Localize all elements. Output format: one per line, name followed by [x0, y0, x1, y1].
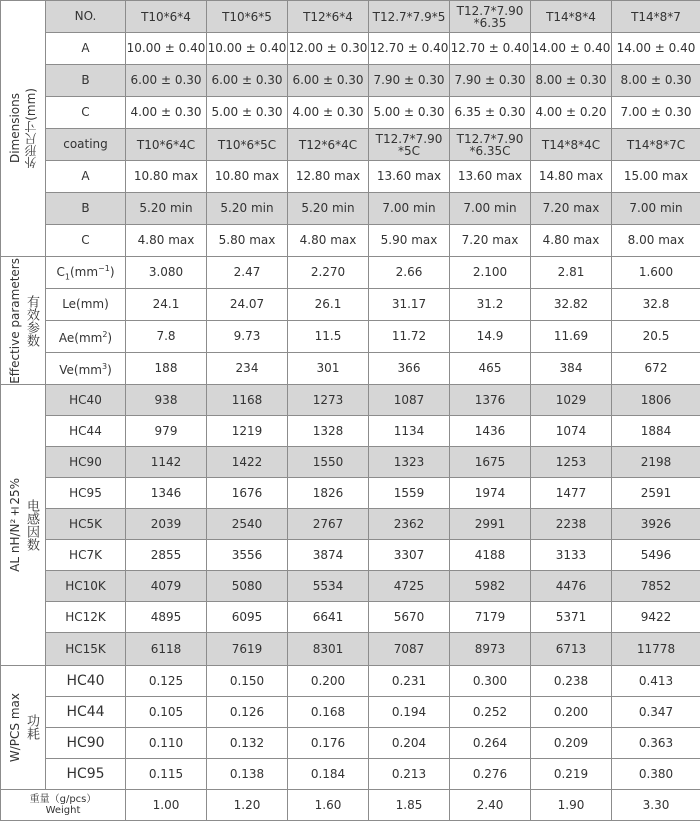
table-cell: 7.00 min [450, 193, 531, 225]
table-cell: 4725 [369, 571, 450, 602]
section-effective-cn: 有效参数 [24, 295, 38, 347]
al-row [1, 385, 700, 416]
al-row [1, 602, 700, 633]
table-cell: 5.00 ± 0.30 [369, 97, 450, 129]
table-cell: 1168 [207, 385, 288, 416]
al-row [1, 416, 700, 447]
section-loss-en: W/PCS max [8, 693, 22, 762]
al-row [1, 540, 700, 571]
table-cell: T12.7*7.90 *5C [369, 129, 450, 161]
header-no-label: NO. [46, 1, 126, 33]
table-cell: 1328 [288, 416, 369, 447]
table-cell: 0.413 [612, 666, 700, 697]
table-cell: 4.80 max [288, 225, 369, 257]
al-row [1, 478, 700, 509]
table-cell: 8.00 max [612, 225, 700, 257]
table-cell: 0.213 [369, 759, 450, 790]
row-label [46, 321, 126, 353]
table-cell: 8.00 ± 0.30 [531, 65, 612, 97]
effective-row [1, 257, 700, 289]
column-header: T12.7*7.9*5 [369, 1, 450, 33]
dimension-row [1, 225, 700, 257]
dimension-row [1, 33, 700, 65]
table-cell: 465 [450, 353, 531, 385]
row-label-part: ) [110, 265, 115, 279]
table-cell: 9.73 [207, 321, 288, 353]
table-cell: 14.9 [450, 321, 531, 353]
table-cell: 4188 [450, 540, 531, 571]
table-cell: 6.00 ± 0.30 [126, 65, 207, 97]
row-label-part: (mm [70, 265, 98, 279]
loss-row [1, 759, 700, 790]
table-cell: 234 [207, 353, 288, 385]
table-cell: 5.90 max [369, 225, 450, 257]
table-cell: 0.125 [126, 666, 207, 697]
table-cell: 2.81 [531, 257, 612, 289]
row-label: HC90 [46, 447, 126, 478]
table-cell: 2238 [531, 509, 612, 540]
loss-row [1, 666, 700, 697]
table-cell: 6118 [126, 633, 207, 666]
table-cell: 0.276 [450, 759, 531, 790]
table-cell: 3307 [369, 540, 450, 571]
row-label: A [46, 33, 126, 65]
column-header: T10*6*5 [207, 1, 288, 33]
dimension-row [1, 193, 700, 225]
table-cell: 0.252 [450, 697, 531, 728]
table-cell: 0.347 [612, 697, 700, 728]
table-cell: 1477 [531, 478, 612, 509]
table-cell: 1.60 [288, 790, 369, 821]
table-cell: 0.363 [612, 728, 700, 759]
table-cell: 4895 [126, 602, 207, 633]
table-cell: 2855 [126, 540, 207, 571]
table-cell: 24.1 [126, 289, 207, 321]
row-label: HC90 [46, 728, 126, 759]
table-cell: T12.7*7.90 *6.35C [450, 129, 531, 161]
al-row [1, 509, 700, 540]
table-cell: 672 [612, 353, 700, 385]
row-label: coating [46, 129, 126, 161]
row-label: HC5K [46, 509, 126, 540]
section-dimensions-cn: 外形尺寸(mm) [24, 88, 38, 169]
header-row [1, 1, 700, 33]
row-label-part: 2 [102, 330, 107, 339]
section-loss [1, 666, 46, 790]
column-header: T10*6*4 [126, 1, 207, 33]
table-cell: 1826 [288, 478, 369, 509]
table-cell: 188 [126, 353, 207, 385]
table-cell: 2591 [612, 478, 700, 509]
table-cell: 5670 [369, 602, 450, 633]
table-cell: 4.80 max [126, 225, 207, 257]
table-cell: 9422 [612, 602, 700, 633]
table-cell: 4.80 max [531, 225, 612, 257]
table-cell: 0.300 [450, 666, 531, 697]
dimension-row [1, 129, 700, 161]
table-cell: 1436 [450, 416, 531, 447]
row-label-part: −1 [98, 264, 110, 273]
row-label: HC95 [46, 759, 126, 790]
row-label: C [46, 225, 126, 257]
table-cell: 1.00 [126, 790, 207, 821]
table-cell: 15.00 max [612, 161, 700, 193]
table-cell: 7.20 max [450, 225, 531, 257]
column-header: T12.7*7.90 *6.35 [450, 1, 531, 33]
table-cell: T10*6*5C [207, 129, 288, 161]
table-cell: T12*6*4C [288, 129, 369, 161]
table-cell: 7.20 max [531, 193, 612, 225]
section-inductance [1, 385, 46, 666]
row-label: Le(mm) [46, 289, 126, 321]
table-cell: 5496 [612, 540, 700, 571]
table-cell: 2.47 [207, 257, 288, 289]
row-label [46, 257, 126, 289]
row-label: B [46, 193, 126, 225]
dimension-row [1, 65, 700, 97]
column-header: T14*8*7 [612, 1, 700, 33]
table-cell: 0.168 [288, 697, 369, 728]
al-row [1, 633, 700, 666]
table-cell: 3.080 [126, 257, 207, 289]
table-cell: 4079 [126, 571, 207, 602]
table-cell: 1675 [450, 447, 531, 478]
table-cell: 2540 [207, 509, 288, 540]
row-label: HC12K [46, 602, 126, 633]
table-cell: 2767 [288, 509, 369, 540]
table-cell: 12.80 max [288, 161, 369, 193]
table-cell: 11.5 [288, 321, 369, 353]
table-cell: 1346 [126, 478, 207, 509]
table-cell: 7.90 ± 0.30 [450, 65, 531, 97]
table-cell: 4.00 ± 0.20 [531, 97, 612, 129]
table-cell: 13.60 max [369, 161, 450, 193]
table-cell: 1884 [612, 416, 700, 447]
weight-label-en: Weight [1, 805, 125, 816]
table-cell: 14.80 max [531, 161, 612, 193]
dimension-row [1, 161, 700, 193]
row-label: HC15K [46, 633, 126, 666]
section-effective [1, 257, 46, 385]
table-cell: 12.00 ± 0.30 [288, 33, 369, 65]
table-cell: 14.00 ± 0.40 [612, 33, 700, 65]
table-cell: 6641 [288, 602, 369, 633]
table-cell: 0.132 [207, 728, 288, 759]
section-inductance-cn: 电感因数 [24, 499, 38, 551]
table-cell: 6095 [207, 602, 288, 633]
table-cell: 1142 [126, 447, 207, 478]
table-cell: 1134 [369, 416, 450, 447]
table-cell: 7.00 min [612, 193, 700, 225]
table-cell: 1.600 [612, 257, 700, 289]
section-inductance-en: AL nH/N²±25% [8, 478, 22, 572]
table-cell: 2039 [126, 509, 207, 540]
section-loss-cn: 功耗 [24, 714, 38, 740]
row-label: HC7K [46, 540, 126, 571]
row-label: HC40 [46, 666, 126, 697]
table-cell: 7.90 ± 0.30 [369, 65, 450, 97]
table-cell: 0.380 [612, 759, 700, 790]
table-cell: 1376 [450, 385, 531, 416]
effective-row [1, 321, 700, 353]
row-label-part: ) [107, 331, 112, 345]
table-cell: 3926 [612, 509, 700, 540]
table-cell: 6713 [531, 633, 612, 666]
table-cell: 11778 [612, 633, 700, 666]
table-cell: 1559 [369, 478, 450, 509]
table-cell: 11.69 [531, 321, 612, 353]
table-cell: 0.209 [531, 728, 612, 759]
table-cell: 1676 [207, 478, 288, 509]
table-cell: 1806 [612, 385, 700, 416]
table-cell: 5.20 min [288, 193, 369, 225]
table-cell: 0.231 [369, 666, 450, 697]
dimension-row [1, 97, 700, 129]
table-cell: 3874 [288, 540, 369, 571]
table-cell: 0.115 [126, 759, 207, 790]
table-cell: 0.194 [369, 697, 450, 728]
table-cell: 2.40 [450, 790, 531, 821]
weight-label [1, 790, 126, 821]
table-cell: 32.8 [612, 289, 700, 321]
row-label: HC95 [46, 478, 126, 509]
weight-row [1, 790, 700, 821]
table-cell: 1029 [531, 385, 612, 416]
table-cell: 0.200 [288, 666, 369, 697]
table-cell: 8.00 ± 0.30 [612, 65, 700, 97]
row-label: HC40 [46, 385, 126, 416]
row-label: A [46, 161, 126, 193]
table-cell: 1.85 [369, 790, 450, 821]
table-cell: 938 [126, 385, 207, 416]
row-label-part: 1 [65, 272, 70, 281]
table-cell: 4.00 ± 0.30 [126, 97, 207, 129]
table-cell: T14*8*7C [612, 129, 700, 161]
table-cell: 5534 [288, 571, 369, 602]
effective-row [1, 289, 700, 321]
table-cell: 10.80 max [126, 161, 207, 193]
row-label-part: ) [107, 363, 112, 377]
table-cell: 5.80 max [207, 225, 288, 257]
al-row [1, 447, 700, 478]
column-header: T12*6*4 [288, 1, 369, 33]
spec-table-body [1, 1, 700, 821]
table-cell: 0.264 [450, 728, 531, 759]
table-cell: 6.35 ± 0.30 [450, 97, 531, 129]
table-cell: 0.110 [126, 728, 207, 759]
table-cell: 1219 [207, 416, 288, 447]
table-cell: 3133 [531, 540, 612, 571]
table-cell: 7852 [612, 571, 700, 602]
table-cell: T10*6*4C [126, 129, 207, 161]
loss-row [1, 697, 700, 728]
table-cell: 7179 [450, 602, 531, 633]
table-cell: 10.00 ± 0.40 [126, 33, 207, 65]
section-dimensions-en: Dimensions [8, 93, 22, 163]
table-cell: 2.270 [288, 257, 369, 289]
table-cell: 5371 [531, 602, 612, 633]
table-cell: 2991 [450, 509, 531, 540]
column-header: T14*8*4 [531, 1, 612, 33]
table-cell: 4476 [531, 571, 612, 602]
table-cell: 24.07 [207, 289, 288, 321]
table-cell: 7.00 min [369, 193, 450, 225]
table-cell: 1974 [450, 478, 531, 509]
table-cell: 1253 [531, 447, 612, 478]
table-cell: 1.20 [207, 790, 288, 821]
table-cell: 12.70 ± 0.40 [369, 33, 450, 65]
table-cell: 2362 [369, 509, 450, 540]
section-effective-en: Effective parameters [8, 258, 22, 384]
table-cell: 2198 [612, 447, 700, 478]
table-cell: 6.00 ± 0.30 [207, 65, 288, 97]
table-cell: 13.60 max [450, 161, 531, 193]
table-cell: 1422 [207, 447, 288, 478]
table-cell: 8301 [288, 633, 369, 666]
table-cell: 0.176 [288, 728, 369, 759]
row-label: HC10K [46, 571, 126, 602]
row-label-part: Ve(mm [59, 363, 102, 377]
section-dimensions [1, 1, 46, 257]
table-cell: 20.5 [612, 321, 700, 353]
row-label-part: Ae(mm [59, 331, 102, 345]
table-cell: 12.70 ± 0.40 [450, 33, 531, 65]
table-cell: 5.20 min [126, 193, 207, 225]
row-label: HC44 [46, 416, 126, 447]
table-cell: 1550 [288, 447, 369, 478]
table-cell: 31.2 [450, 289, 531, 321]
row-label: B [46, 65, 126, 97]
table-cell: 0.126 [207, 697, 288, 728]
table-cell: 7.00 ± 0.30 [612, 97, 700, 129]
table-cell: 26.1 [288, 289, 369, 321]
table-cell: 5080 [207, 571, 288, 602]
table-cell: 10.80 max [207, 161, 288, 193]
table-cell: 31.17 [369, 289, 450, 321]
table-cell: 32.82 [531, 289, 612, 321]
table-cell: 5.20 min [207, 193, 288, 225]
row-label-part: 3 [102, 362, 107, 371]
table-cell: 1273 [288, 385, 369, 416]
table-cell: 7619 [207, 633, 288, 666]
table-cell: 0.204 [369, 728, 450, 759]
table-cell: 366 [369, 353, 450, 385]
table-cell: 0.150 [207, 666, 288, 697]
table-cell: 0.184 [288, 759, 369, 790]
table-cell: 6.00 ± 0.30 [288, 65, 369, 97]
table-cell: 5.00 ± 0.30 [207, 97, 288, 129]
table-cell: 2.66 [369, 257, 450, 289]
table-cell: 0.105 [126, 697, 207, 728]
table-cell: 384 [531, 353, 612, 385]
loss-row [1, 728, 700, 759]
table-cell: T14*8*4C [531, 129, 612, 161]
table-cell: 1087 [369, 385, 450, 416]
table-cell: 3.30 [612, 790, 700, 821]
table-cell: 1074 [531, 416, 612, 447]
table-cell: 0.200 [531, 697, 612, 728]
table-cell: 0.238 [531, 666, 612, 697]
table-cell: 7.8 [126, 321, 207, 353]
table-cell: 14.00 ± 0.40 [531, 33, 612, 65]
table-cell: 11.72 [369, 321, 450, 353]
table-cell: 3556 [207, 540, 288, 571]
table-cell: 5982 [450, 571, 531, 602]
table-cell: 0.219 [531, 759, 612, 790]
table-cell: 301 [288, 353, 369, 385]
table-cell: 8973 [450, 633, 531, 666]
table-cell: 0.138 [207, 759, 288, 790]
effective-row [1, 353, 700, 385]
table-cell: 1323 [369, 447, 450, 478]
row-label: HC44 [46, 697, 126, 728]
row-label [46, 353, 126, 385]
table-cell: 979 [126, 416, 207, 447]
row-label-part: C [56, 265, 64, 279]
table-cell: 2.100 [450, 257, 531, 289]
weight-label-cn: 重量（g/pcs） [1, 794, 125, 805]
al-row [1, 571, 700, 602]
table-cell: 1.90 [531, 790, 612, 821]
table-cell: 7087 [369, 633, 450, 666]
table-cell: 10.00 ± 0.40 [207, 33, 288, 65]
row-label: C [46, 97, 126, 129]
table-cell: 4.00 ± 0.30 [288, 97, 369, 129]
